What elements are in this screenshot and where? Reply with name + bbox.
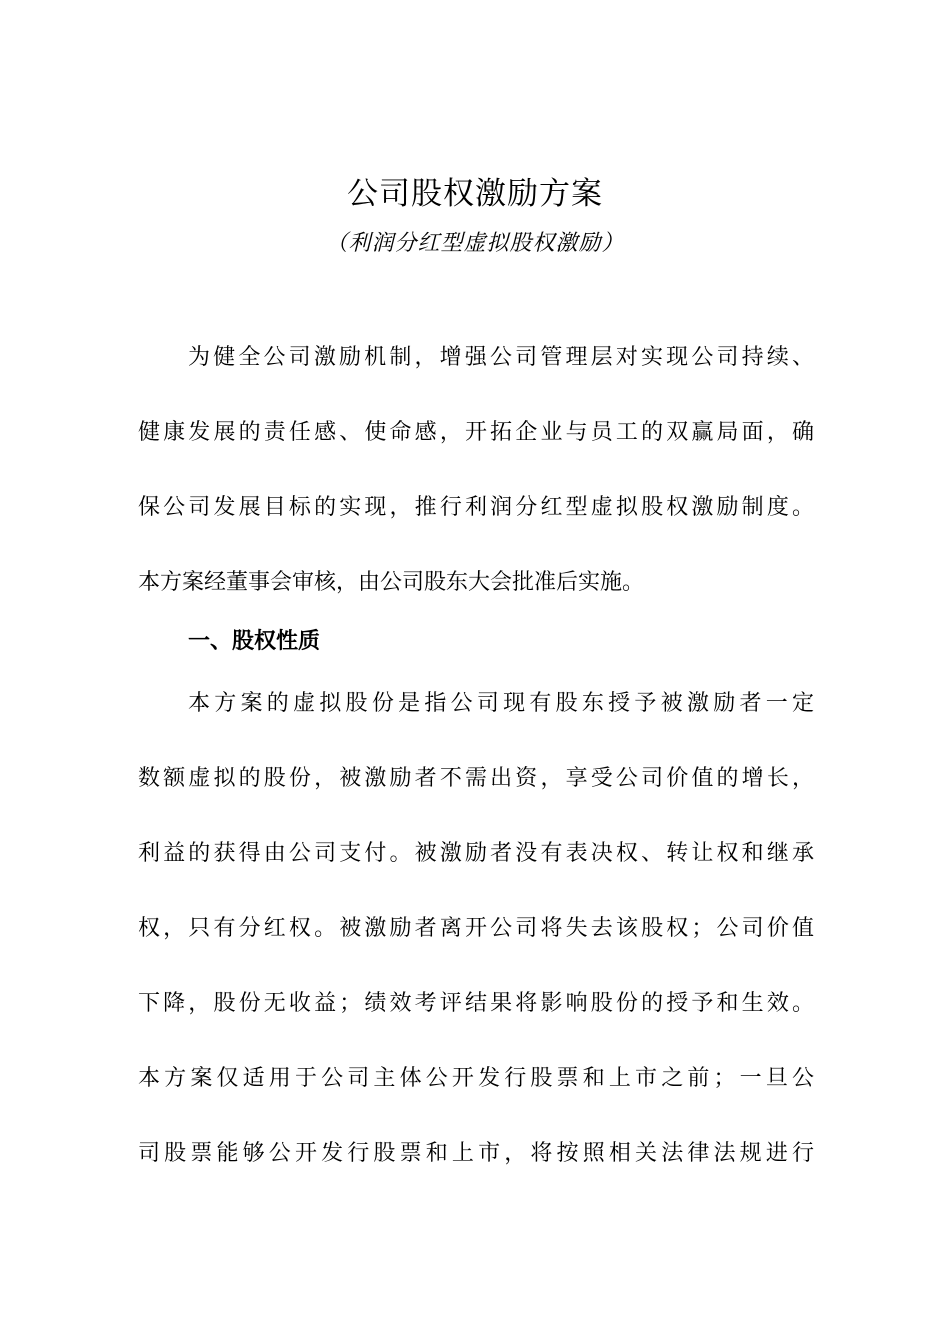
paragraph-line: 利益的获得由公司支付。被激励者没有表决权、转让权和继承 <box>138 841 814 866</box>
document-title: 公司股权激励方案 <box>347 176 603 212</box>
paragraph-line: 健康发展的责任感、使命感，开拓企业与员工的双赢局面，确 <box>138 420 814 445</box>
document-subtitle: （利润分红型虚拟股权激励） <box>325 231 625 256</box>
paragraph-line: 下降，股份无收益；绩效考评结果将影响股份的授予和生效。 <box>138 991 814 1016</box>
paragraph-line: 权，只有分红权。被激励者离开公司将失去该股权；公司价值 <box>138 916 814 941</box>
paragraph-line: 司股票能够公开发行股票和上市，将按照相关法律法规进行 <box>138 1141 814 1166</box>
paragraph-line: 数额虚拟的股份，被激励者不需出资，享受公司价值的增长， <box>138 766 814 791</box>
section-heading: 一、股权性质 <box>188 629 321 654</box>
paragraph-line: 保公司发展目标的实现，推行利润分红型虚拟股权激励制度。 <box>138 495 814 520</box>
paragraph-line: 本方案的虚拟股份是指公司现有股东授予被激励者一定 <box>188 691 814 716</box>
paragraph-line: 本方案经董事会审核，由公司股东大会批准后实施。 <box>138 570 645 595</box>
paragraph-line: 本方案仅适用于公司主体公开发行股票和上市之前；一旦公 <box>138 1066 814 1091</box>
paragraph-line: 为健全公司激励机制，增强公司管理层对实现公司持续、 <box>188 345 814 370</box>
